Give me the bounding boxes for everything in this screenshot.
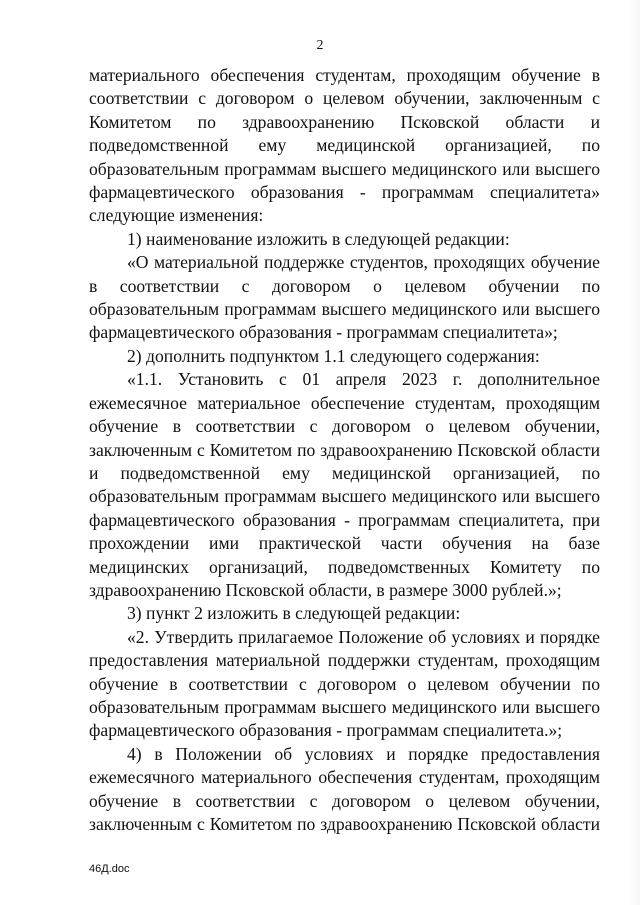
paragraph-quote-title: «О материальной поддержке студентов, проходящих обучение в соответствии с договором о целевом обучении по образовательным программам высшего медицинского или высшего фармацевтического образования - программам специалитета»; (89, 252, 600, 343)
paragraph-item-2: 2) дополнить подпунктом 1.1 следующего содержания: (127, 345, 540, 366)
page-number: 2 (316, 38, 324, 53)
paragraph-quote-1-1: «1.1. Установить с 01 апреля 2023 г. дополнительное ежемесячное материальное обеспечение студентам, проходящим обучение в соответствии с договором о целевом обучении, заключенным с Комитетом по здравоохранению Псковской области и подведомственной ему медицинской организацией, по образовательным программам высшего медицинского или высшего фармацевтического образования - программам специалитета, при прохождении ими практической части обучения на базе медицинских организаций, подведомственных Комитету по здравоохранению Псковской области, в размере 3000 рублей.»; (89, 369, 600, 600)
paragraph-continuation: материального обеспечения студентам, проходящим обучение в соответствии с договором о целевом обучении, заключенным с Комитетом по здравоохранению Псковской области и подведомственной ему медицинской организацией, по образовательным программам высшего медицинского или высшего фармацевтического образования - программам специалитета» следующие изменения: (89, 65, 600, 226)
paragraph-quote-2: «2. Утвердить прилагаемое Положение об условиях и порядке предоставления материальной поддержки студентам, проходящим обучение в соответствии с договором о целевом обучении по образовательным программам высшего медицинского или высшего фармацевтического образования - программам специалитета.»; (89, 626, 600, 741)
paragraph-item-1: 1) наименование изложить в следующей редакции: (127, 228, 510, 249)
document-body (89, 64, 600, 836)
footer-filename: 46Д.doc (89, 863, 130, 875)
paragraph-item-4: 4) в Положении об условиях и порядке предоставления ежемесячного материального обеспечения студентам, проходящим обучение в соответствии с договором о целевом обучении, заключенным с Комитетом по здравоохранению Псковской области (89, 743, 600, 834)
scan-edge-shadow (628, 0, 640, 905)
paragraph-item-3: 3) пункт 2 изложить в следующей редакции: (127, 603, 461, 624)
